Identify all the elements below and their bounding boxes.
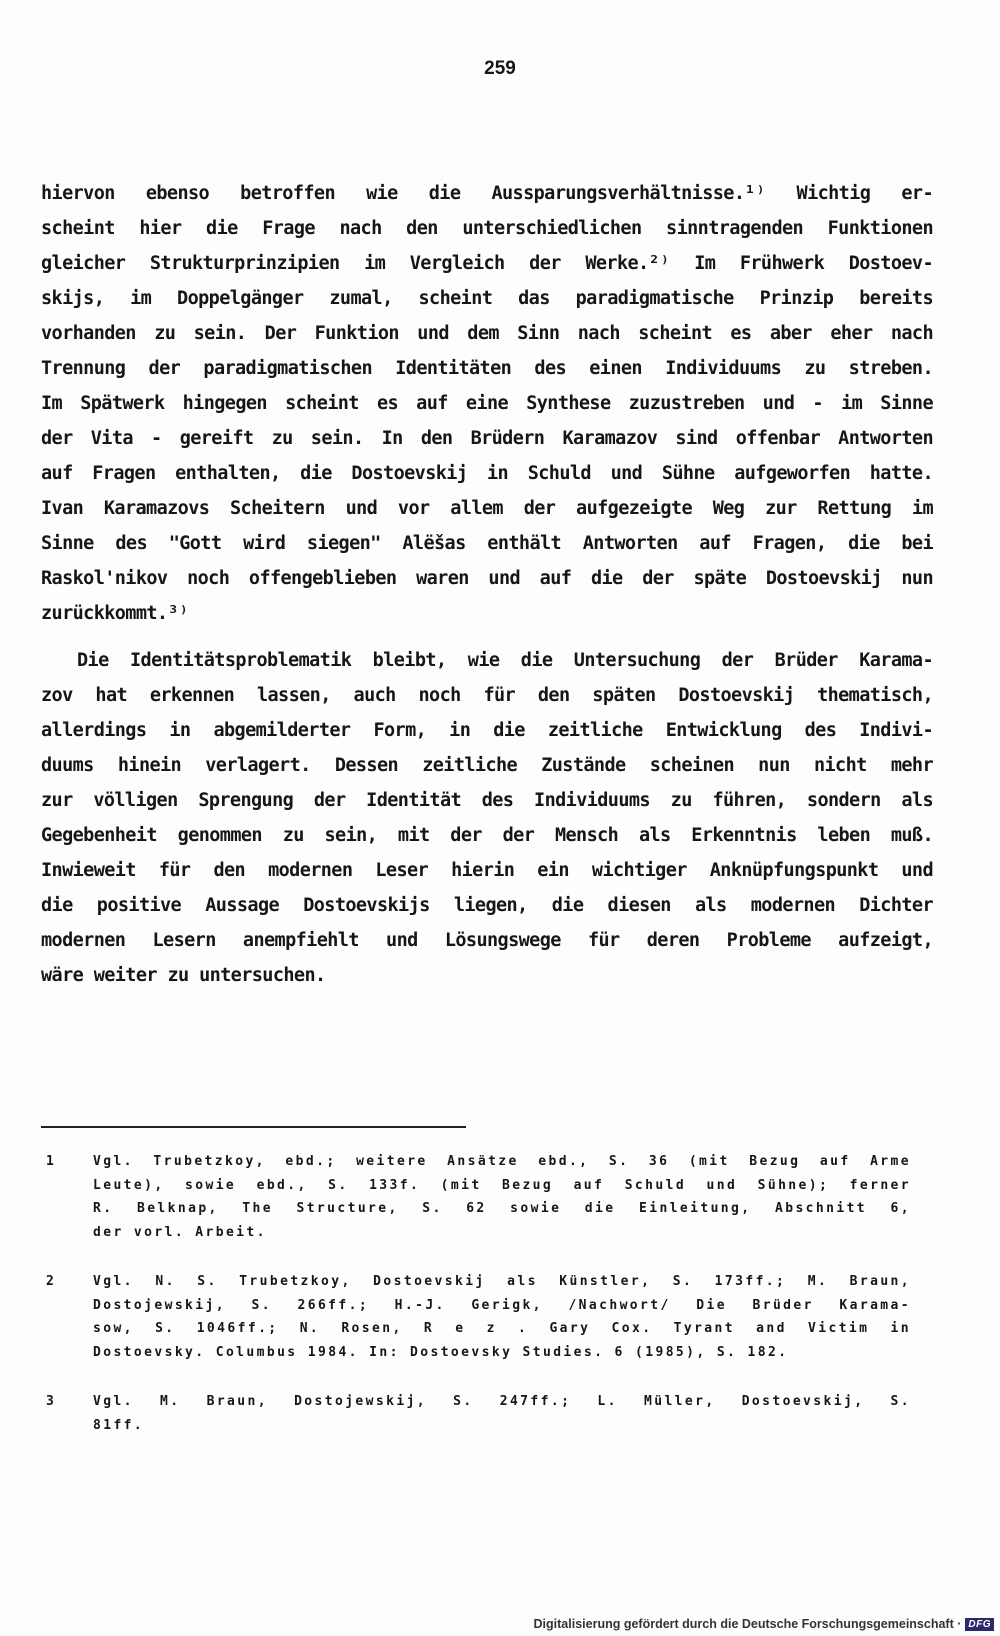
- body-line: hiervon ebenso betroffen wie die Aussparungsverhältnisse.¹⁾ Wichtig er-: [41, 183, 933, 204]
- body-line: der Vita - gereift zu sein. In den Brüdern Karamazov sind offenbar Antworten: [41, 428, 933, 449]
- body-line: gleicher Strukturprinzipien im Vergleich der Werke.²⁾ Im Frühwerk Dostoev-: [41, 253, 933, 274]
- footnote-1: [41, 1150, 911, 1244]
- body-line: skijs, im Doppelgänger zumal, scheint das paradigmatische Prinzip bereits: [41, 288, 933, 309]
- body-line: auf Fragen enthalten, die Dostoevskij in Schuld und Sühne aufgeworfen hatte.: [41, 463, 933, 484]
- body-line: vorhanden zu sein. Der Funktion und dem Sinn nach scheint es aber eher nach: [41, 323, 933, 344]
- digitization-credit: [534, 1617, 994, 1631]
- body-line: Sinne des "Gott wird siegen" Alëšas enthält Antworten auf Fragen, die bei: [41, 533, 933, 554]
- body-line: zov hat erkennen lassen, auch noch für den späten Dostoevskij thematisch,: [41, 685, 933, 706]
- body-line: Die Identitätsproblematik bleibt, wie die Untersuchung der Brüder Karama-: [77, 650, 933, 671]
- footnote-2: [41, 1270, 911, 1364]
- footnote-number: 1: [46, 1154, 54, 1169]
- body-line: zur völligen Sprengung der Identität des Individuums zu führen, sondern als: [41, 790, 933, 811]
- body-line: scheint hier die Frage nach den unterschiedlichen sinntragenden Funktionen: [41, 218, 933, 239]
- body-line: duums hinein verlagert. Dessen zeitliche Zustände scheinen nun nicht mehr: [41, 755, 933, 776]
- footnote-line: Leute), sowie ebd., S. 133f. (mit Bezug auf Schuld und Sühne); ferner: [93, 1177, 911, 1193]
- footnote-3: [41, 1390, 911, 1437]
- footnote-line: Vgl. Trubetzkoy, ebd.; weitere Ansätze ebd., S. 36 (mit Bezug auf Arme: [93, 1154, 911, 1169]
- footnote-number: 3: [46, 1394, 54, 1409]
- body-line: Im Spätwerk hingegen scheint es auf eine Synthese zuzustreben und - im Sinne: [41, 393, 933, 414]
- footnote-line: Vgl. N. S. Trubetzkoy, Dostoevskij als Künstler, S. 173ff.; M. Braun,: [93, 1274, 911, 1289]
- body-line: allerdings in abgemilderter Form, in die zeitliche Entwicklung des Indivi-: [41, 720, 933, 741]
- body-line: wäre weiter zu untersuchen.: [41, 965, 326, 986]
- body-line: zurückkommt.³⁾: [41, 603, 189, 624]
- body-text: [41, 176, 933, 993]
- footnotes: [41, 1150, 911, 1463]
- footnote-line: Vgl. M. Braun, Dostojewskij, S. 247ff.; L. Müller, Dostoevskij, S.: [93, 1394, 911, 1409]
- footnote-line: R. Belknap, The Structure, S. 62 sowie die Einleitung, Abschnitt 6,: [93, 1201, 911, 1216]
- footnote-line: 81ff.: [93, 1417, 145, 1433]
- dfg-logo-icon: DFG: [965, 1618, 994, 1631]
- body-line: Gegebenheit genommen zu sein, mit der der Mensch als Erkenntnis leben muß.: [41, 825, 933, 846]
- body-line: Inwieweit für den modernen Leser hierin ein wichtiger Anknüpfungspunkt und: [41, 860, 933, 881]
- page-number: 259: [484, 58, 516, 79]
- footnote-line: Dostoevsky. Columbus 1984. In: Dostoevsky Studies. 6 (1985), S. 182.: [93, 1344, 789, 1360]
- credit-text: Digitalisierung gefördert durch die Deutsche Forschungsgemeinschaft ·: [533, 1617, 962, 1631]
- footnote-line: der vorl. Arbeit.: [93, 1224, 267, 1240]
- footnote-line: Dostojewskij, S. 266ff.; H.-J. Gerigk, /Nachwort/ Die Brüder Karama-: [93, 1297, 911, 1313]
- footnote-number: 2: [46, 1274, 54, 1289]
- footnote-divider: [41, 1126, 466, 1128]
- body-line: Ivan Karamazovs Scheitern und vor allem der aufgezeigte Weg zur Rettung im: [41, 498, 933, 519]
- body-line: Trennung der paradigmatischen Identitäten des einen Individuums zu streben.: [41, 358, 933, 379]
- body-line: modernen Lesern anempfiehlt und Lösungswege für deren Probleme aufzeigt,: [41, 930, 933, 951]
- body-line: Raskol'nikov noch offengeblieben waren und auf die der späte Dostoevskij nun: [41, 568, 933, 589]
- body-line: die positive Aussage Dostoevskijs liegen, die diesen als modernen Dichter: [41, 895, 933, 916]
- footnote-line: sow, S. 1046ff.; N. Rosen, R e z . Gary Cox. Tyrant and Victim in: [93, 1321, 911, 1336]
